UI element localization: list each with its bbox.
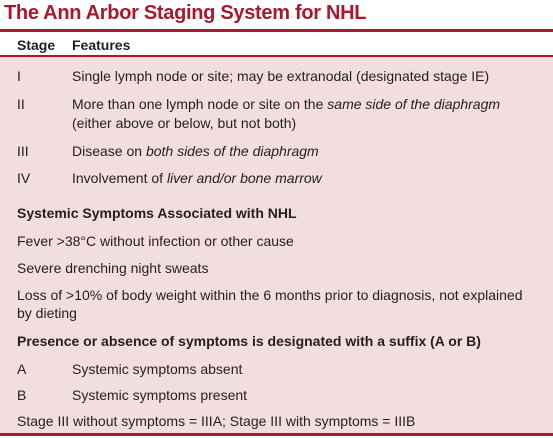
suffix-text: Systemic symptoms present [72, 387, 248, 403]
stage-code: II [17, 96, 25, 112]
bottom-rule [0, 433, 553, 436]
header-features: Features [72, 37, 131, 53]
systemic-item: Loss of >10% of body weight within the 6 months prior to diagnosis, not explained [17, 287, 523, 303]
stage-feature: Single lymph node or site; may be extranodal (designated stage IE) [72, 68, 490, 84]
suffix-note: Stage III without symptoms = IIIA; Stage III with symptoms = IIIB [17, 413, 416, 429]
suffix-code: B [17, 387, 27, 403]
stage-feature: Involvement of liver and/or bone marrow [72, 170, 322, 186]
stage-feature: Disease on both sides of the diaphragm [72, 143, 319, 159]
systemic-item-continued: by dieting [17, 305, 77, 321]
table-title: The Ann Arbor Staging System for NHL [4, 2, 367, 24]
systemic-item: Fever >38°C without infection or other cause [17, 233, 294, 249]
suffix-code: A [17, 361, 27, 377]
stage-code: III [17, 143, 29, 159]
stage-feature-continued: (either above or below, but not both) [72, 115, 297, 131]
systemic-heading: Systemic Symptoms Associated with NHL [17, 205, 297, 221]
stage-code: I [17, 68, 21, 84]
suffix-heading: Presence or absence of symptoms is designated with a suffix (A or B) [17, 333, 481, 349]
suffix-text: Systemic symptoms absent [72, 361, 243, 377]
stage-feature: More than one lymph node or site on the same side of the diaphragm [72, 96, 501, 112]
stage-code: IV [17, 170, 31, 186]
systemic-item: Severe drenching night sweats [17, 260, 209, 276]
header-stage: Stage [17, 37, 56, 53]
